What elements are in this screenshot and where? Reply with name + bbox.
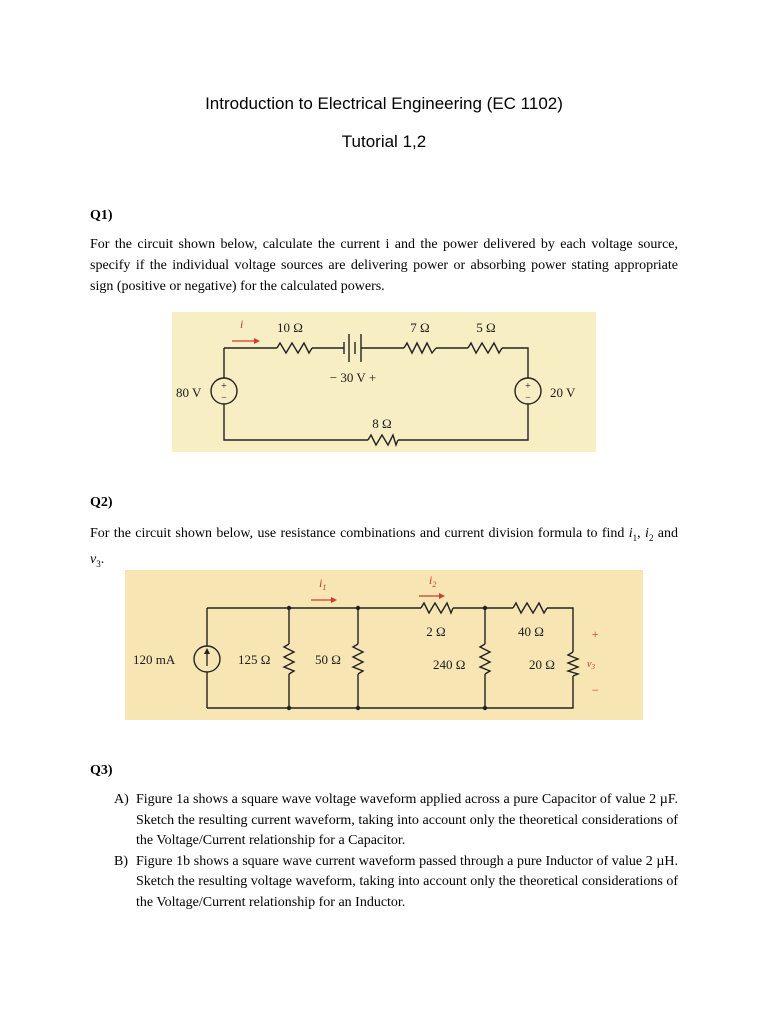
q1-src-left-minus: − <box>221 393 227 404</box>
q2-comma: , <box>637 526 641 541</box>
q1-label-battery: − 30 V + <box>329 370 377 385</box>
q3-item-a-marker: A) <box>114 792 129 807</box>
q1-circuit-figure <box>172 312 596 452</box>
q3-list <box>90 790 678 913</box>
q1-label-20v: 20 V <box>550 385 576 400</box>
q2-and: and <box>653 526 679 541</box>
q2-v3-plus: + <box>591 627 600 641</box>
q3-item-b-text: Figure 1b shows a square wave current waveform passed through a pure Inductor of value 2 µH. Sketch the resulting voltage waveform, taking into account only the theoretical considerations of the Voltage/Current relationship for an Inductor. <box>136 853 678 910</box>
q2-heading: Q2) <box>90 495 113 510</box>
q2-var-i1: i <box>628 526 633 541</box>
q1-label-10-ohm: 10 Ω <box>277 320 303 335</box>
q3-item-b <box>90 852 678 914</box>
q2-var-v3: v <box>90 551 97 567</box>
q2-label-125-ohm: 125 Ω <box>238 652 271 667</box>
q2-sub-1: 1 <box>632 532 638 543</box>
q2-v3-minus: − <box>591 683 600 697</box>
q2-var-i2: i <box>645 526 649 541</box>
q3-item-b-marker: B) <box>114 853 128 869</box>
q3-heading: Q3) <box>90 763 113 778</box>
q1-text: For the circuit shown below, calculate the current i and the power delivered by each voltage source, specify if the individual voltage sources are delivering power or absorbing power stating appropriate sign (positive or negative) for the calculated powers. <box>90 237 678 294</box>
q1-label-7-ohm: 7 Ω <box>410 320 430 335</box>
q2-sub-3: 3 <box>96 558 101 569</box>
q1-label-8-ohm: 8 Ω <box>372 416 392 431</box>
q2-label-50-ohm: 50 Ω <box>315 652 341 667</box>
q2-sub-2: 2 <box>648 532 654 543</box>
q2-circuit-figure <box>125 570 643 720</box>
q2-v3-label: $v_3$ <box>587 659 595 671</box>
q1-label-80v: 80 V <box>176 385 202 400</box>
tutorial-subtitle: Tutorial 1,2 <box>341 132 427 151</box>
q2-i2-label: $i_2$ <box>429 573 437 589</box>
q2-period: . <box>100 551 105 567</box>
q1-src-right-minus: − <box>525 393 531 404</box>
q1-heading: Q1) <box>90 208 113 223</box>
q1-label-5-ohm: 5 Ω <box>476 320 496 335</box>
q1-src-right-plus: + <box>525 381 531 392</box>
q1-current-label: i <box>240 317 244 331</box>
q1-figure-background <box>172 312 596 452</box>
q2-label-120ma: 120 mA <box>133 652 176 667</box>
q2-i1-label: $i_1$ <box>319 576 327 592</box>
q1-src-left-plus: + <box>221 381 227 392</box>
q2-label-20-ohm: 20 Ω <box>529 657 555 672</box>
document-title: Introduction to Electrical Engineering (EC 1102) <box>205 94 563 113</box>
q2-label-40-ohm: 40 Ω <box>518 624 544 639</box>
q2-label-240-ohm: 240 Ω <box>433 657 466 672</box>
q2-figure-background <box>125 570 643 720</box>
q2-text-body: For the circuit shown below, use resistance combinations and current division formula to find <box>90 526 629 541</box>
q2-label-2-ohm: 2 Ω <box>426 624 446 639</box>
q3-item-a <box>90 790 678 852</box>
q3-item-a-text: Figure 1a shows a square wave voltage waveform applied across a pure Capacitor of value 2 µF. Sketch the resulting current waveform, taking into account only the theoretical considerations of the Voltage/Current relationship for a Capacitor. <box>136 792 678 848</box>
q2-text <box>90 523 678 575</box>
